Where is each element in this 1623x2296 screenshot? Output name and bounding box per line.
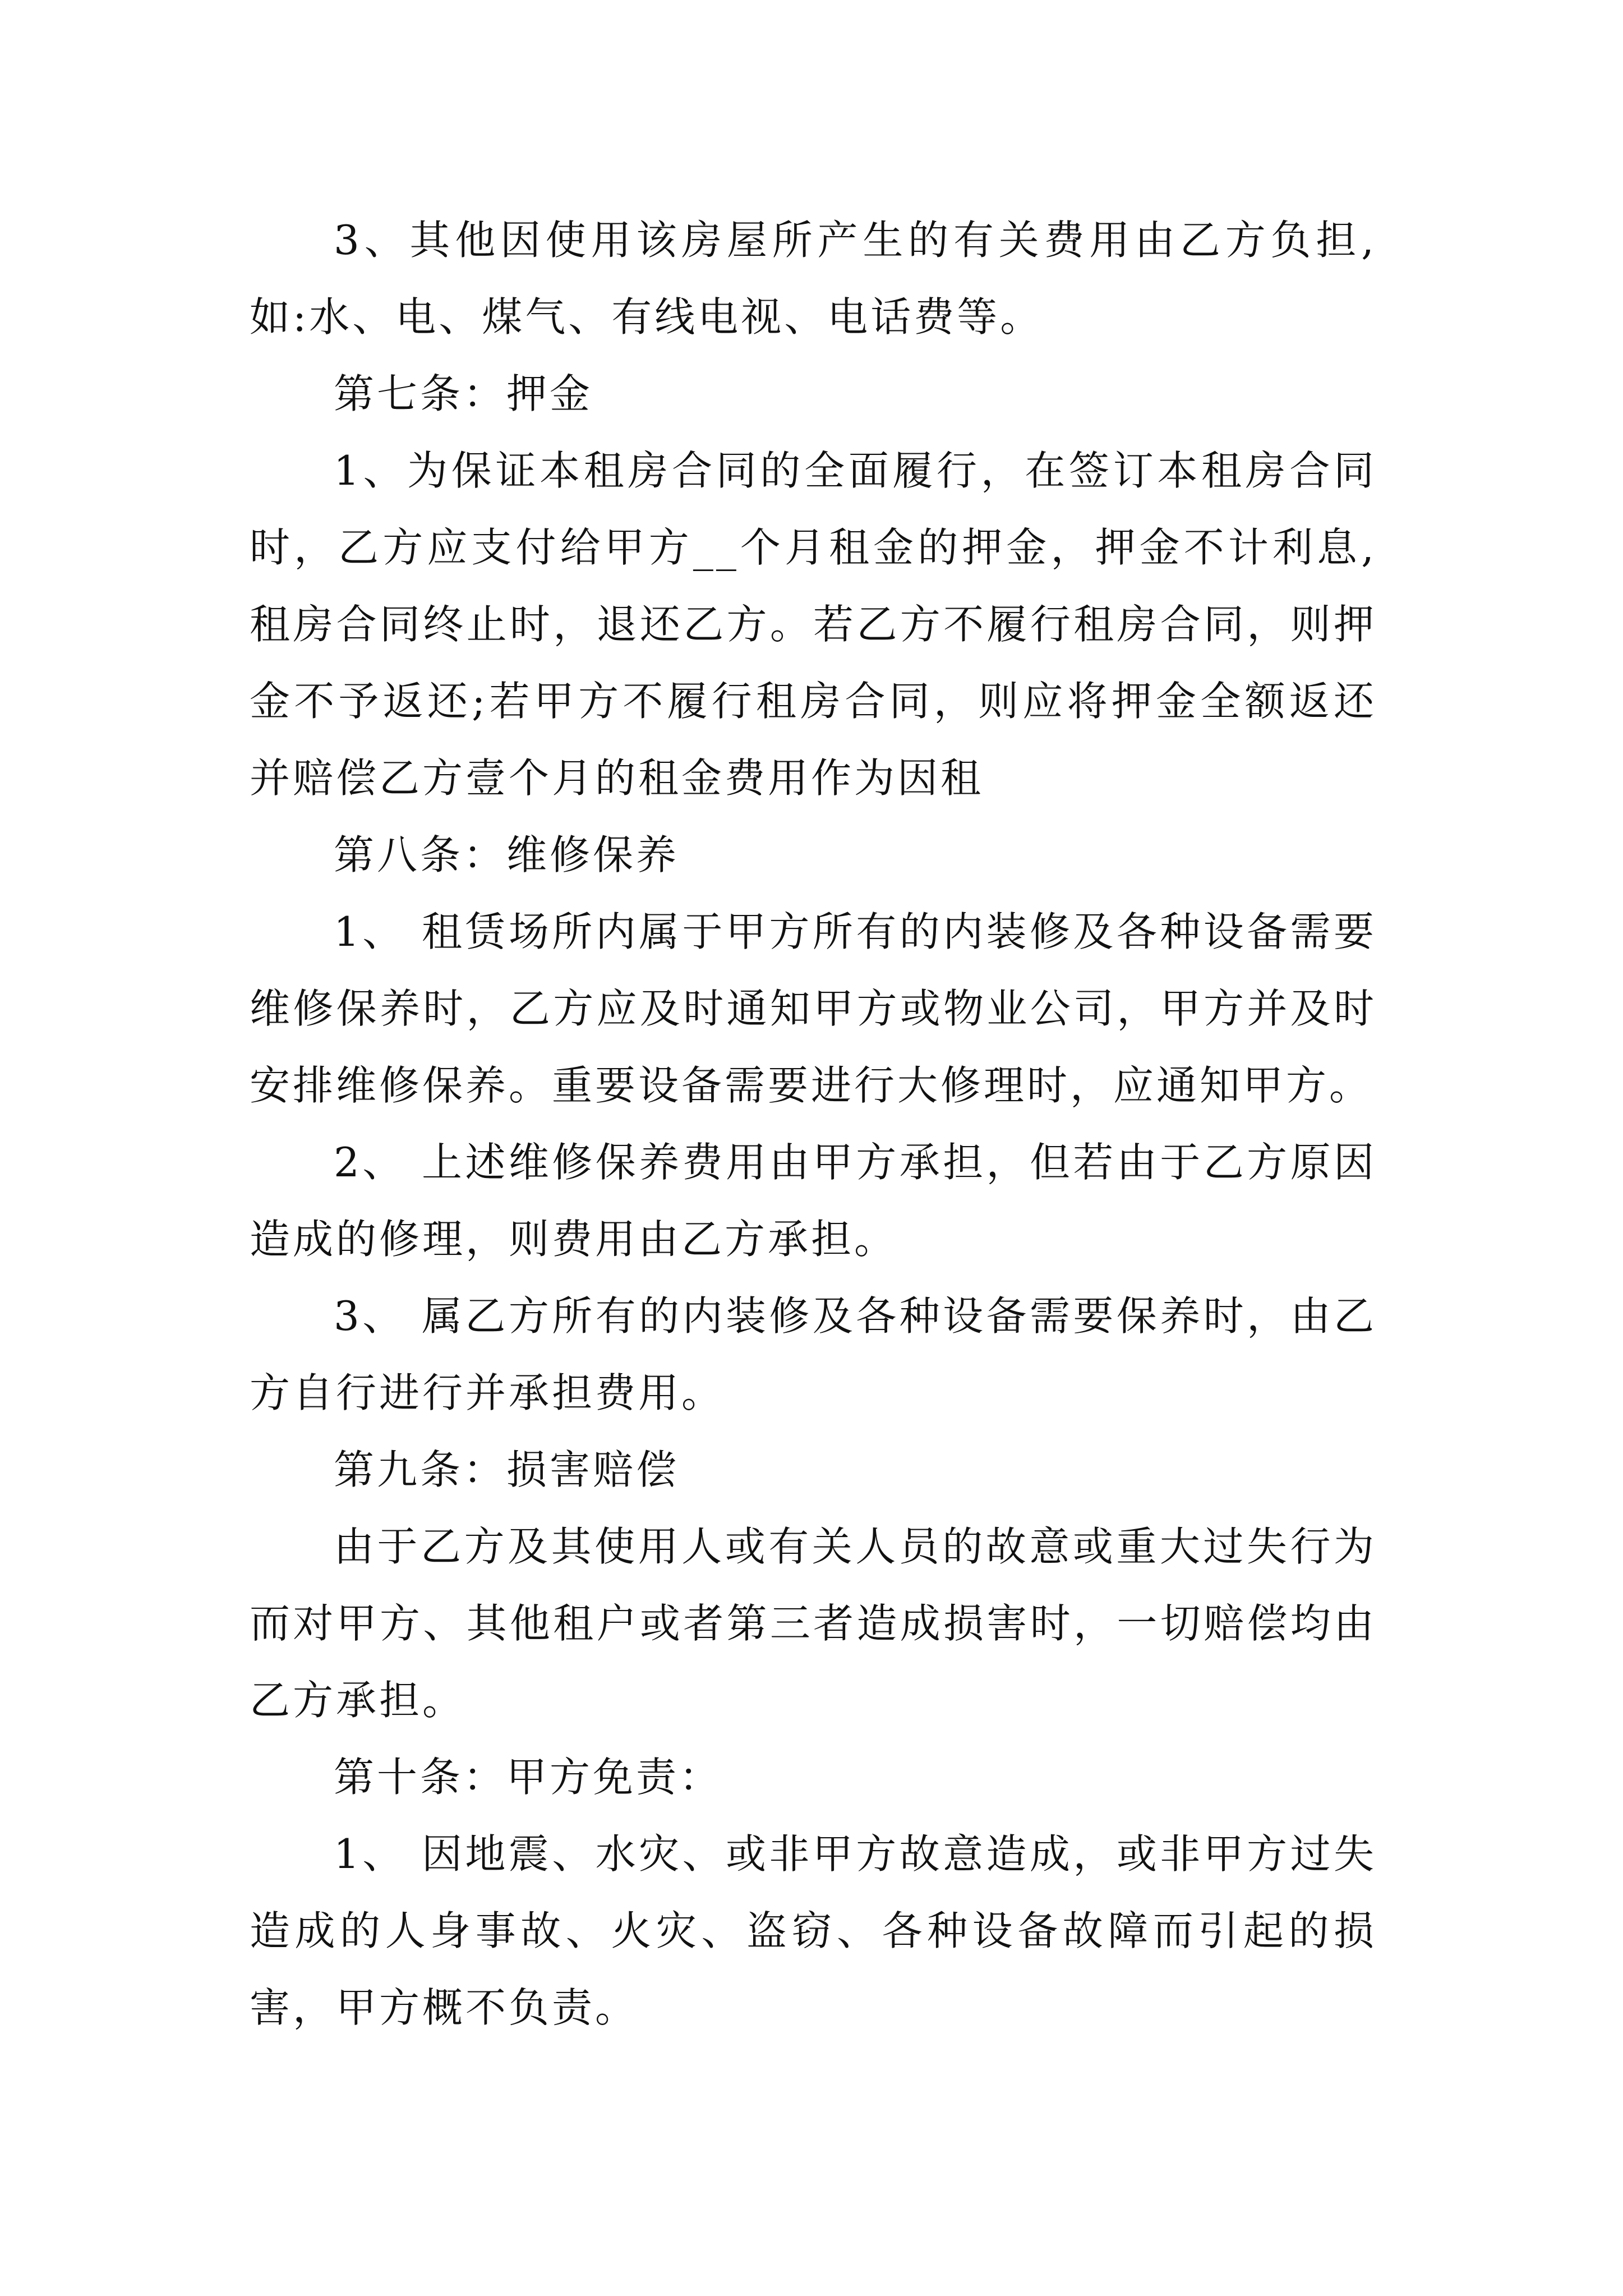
document-body [250, 202, 1377, 2046]
paragraph-clause-7-item-1: 1、为保证本租房合同的全面履行，在签订本租房合同时，乙方应支付给甲方__个月租金的押金，押金不计利息,租房合同终止时，退还乙方。若乙方不履行租房合同，则押金不予返还;若甲方不履行租房合同，则应将押金全额返还并赔偿乙方壹个月的租金费用作为因租 [250, 447, 1377, 802]
heading-article-10: 第十条：甲方免责： [334, 1754, 723, 1801]
heading-article-8: 第八条：维修保养 [334, 831, 680, 878]
paragraph-clause-8-item-1: 1、 租赁场所内属于甲方所有的内装修及各种设备需要维修保养时，乙方应及时通知甲方或物业公司，甲方并及时安排维修保养。重要设备需要进行大修理时，应通知甲方。 [250, 908, 1377, 1109]
heading-article-7: 第七条：押金 [334, 370, 593, 417]
paragraph-clause-6-item-3: 3、其他因使用该房屋所产生的有关费用由乙方负担,如:水、电、煤气、有线电视、电话费等。 [250, 217, 1377, 341]
heading-article-9: 第九条：损害赔偿 [334, 1446, 680, 1493]
paragraph-clause-8-item-2: 2、 上述维修保养费用由甲方承担，但若由于乙方原因造成的修理，则费用由乙方承担。 [250, 1139, 1377, 1263]
paragraph-clause-9: 由于乙方及其使用人或有关人员的故意或重大过失行为而对甲方、其他租户或者第三者造成损害时，一切赔偿均由乙方承担。 [250, 1523, 1377, 1724]
paragraph-clause-10-item-1: 1、 因地震、水灾、或非甲方故意造成，或非甲方过失造成的人身事故、火灾、盗窃、各种设备故障而引起的损害，甲方概不负责。 [250, 1830, 1377, 2031]
paragraph-clause-8-item-3: 3、 属乙方所有的内装修及各种设备需要保养时，由乙方自行进行并承担费用。 [250, 1292, 1377, 1416]
